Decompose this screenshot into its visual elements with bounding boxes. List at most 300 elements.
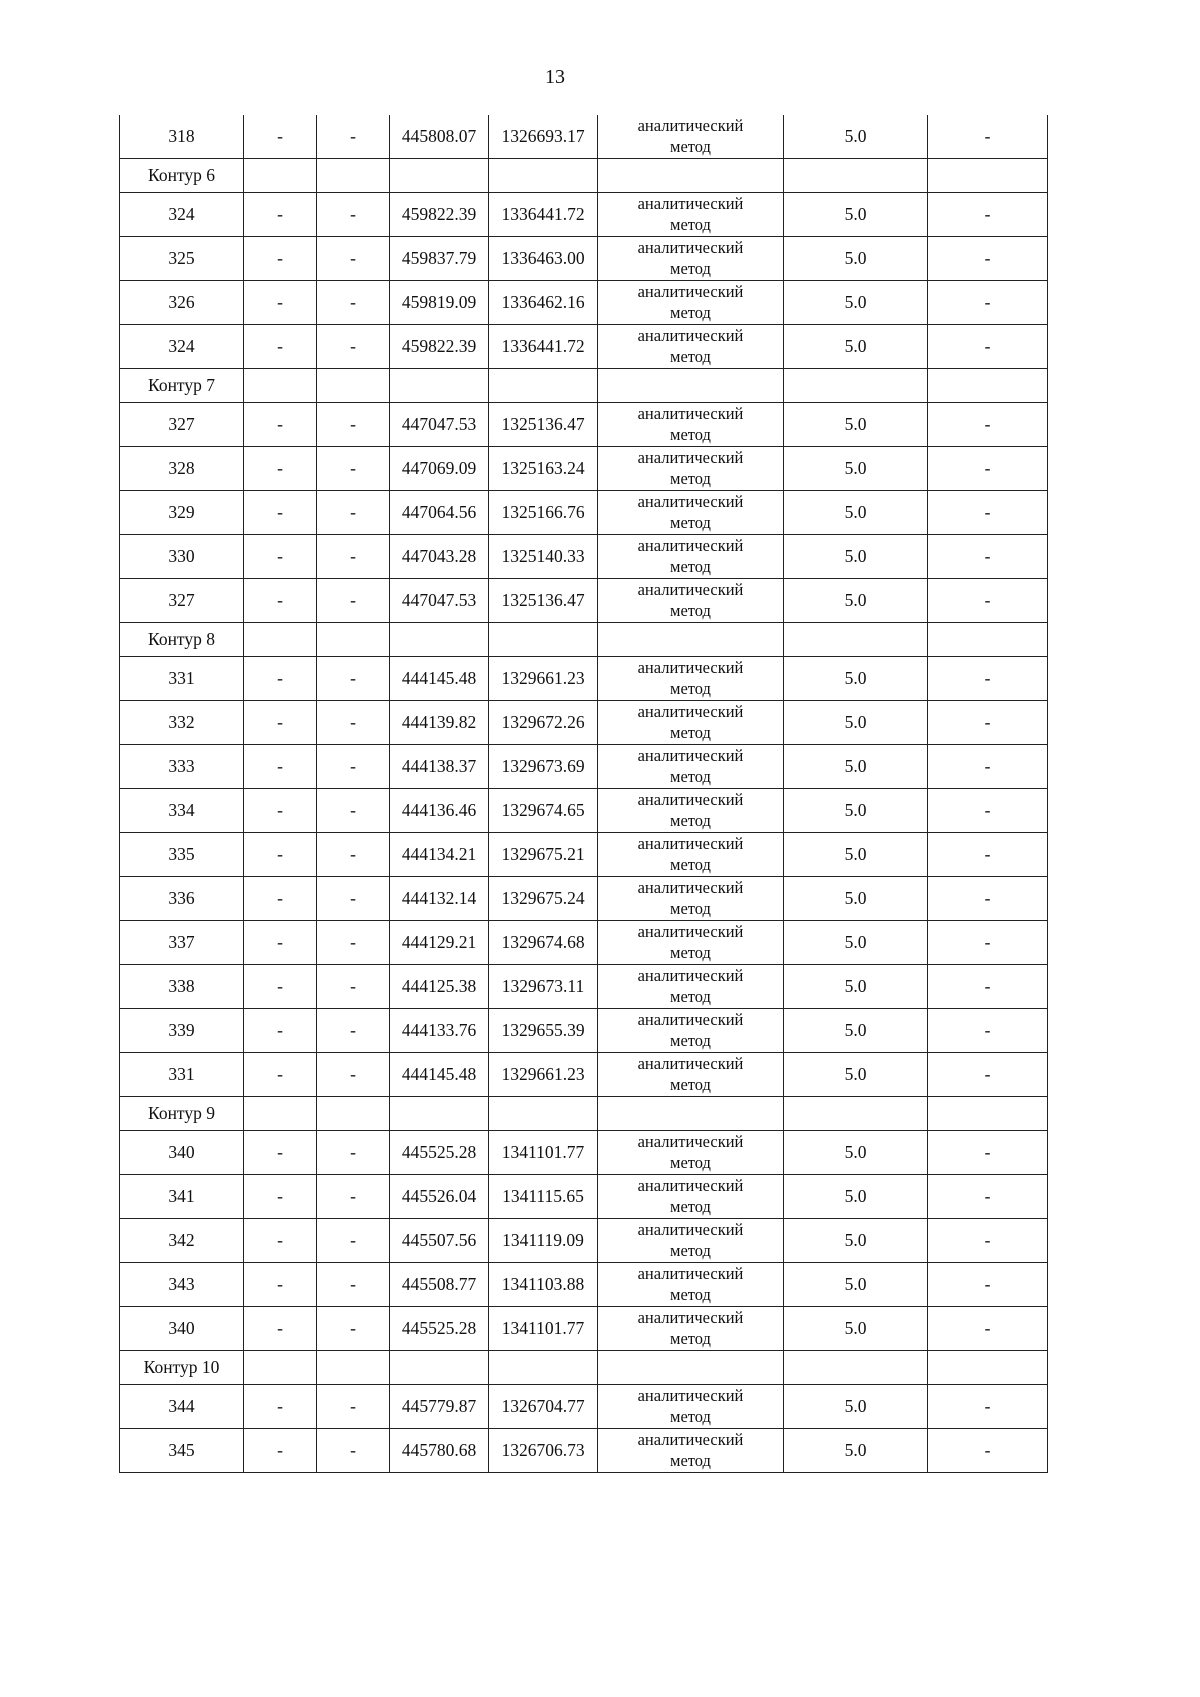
method-text — [638, 1264, 744, 1305]
y-coordinate-cell: 1329674.65 — [489, 789, 598, 833]
empty-cell — [928, 159, 1048, 193]
empty-cell — [784, 1097, 928, 1131]
dash-cell: - — [244, 281, 317, 325]
accuracy-cell: 5.0 — [784, 325, 928, 369]
contour-header-row — [120, 1351, 1048, 1385]
y-coordinate-cell: 1326704.77 — [489, 1385, 598, 1429]
method-text — [638, 536, 744, 577]
table-row — [120, 447, 1048, 491]
contour-header-row — [120, 369, 1048, 403]
method-line: аналитический — [637, 115, 744, 135]
method-line: метод — [670, 1284, 711, 1304]
dash-cell: - — [928, 1307, 1048, 1351]
x-coordinate-cell: 445808.07 — [390, 115, 489, 159]
method-line: метод — [670, 1328, 711, 1348]
point-number-cell: 330 — [120, 535, 244, 579]
dash-cell: - — [244, 789, 317, 833]
method-text — [638, 702, 744, 743]
method-line: метод — [670, 556, 711, 576]
empty-cell — [928, 1351, 1048, 1385]
table-row — [120, 1385, 1048, 1429]
method-cell — [598, 877, 784, 921]
dash-cell: - — [928, 579, 1048, 623]
table-row — [120, 965, 1048, 1009]
dash-cell: - — [244, 965, 317, 1009]
method-text — [638, 1054, 744, 1095]
method-cell — [598, 1263, 784, 1307]
method-text — [638, 404, 744, 445]
point-number-cell: 328 — [120, 447, 244, 491]
accuracy-cell: 5.0 — [784, 403, 928, 447]
method-cell — [598, 535, 784, 579]
y-coordinate-cell: 1329672.26 — [489, 701, 598, 745]
x-coordinate-cell: 459822.39 — [390, 325, 489, 369]
point-number-cell: 334 — [120, 789, 244, 833]
empty-cell — [390, 623, 489, 657]
empty-cell — [244, 1097, 317, 1131]
table-row — [120, 701, 1048, 745]
method-line: метод — [670, 942, 711, 962]
method-line: метод — [670, 258, 711, 278]
y-coordinate-cell: 1341119.09 — [489, 1219, 598, 1263]
dash-cell: - — [317, 403, 390, 447]
x-coordinate-cell: 445526.04 — [390, 1175, 489, 1219]
method-text — [638, 326, 744, 367]
x-coordinate-cell: 447064.56 — [390, 491, 489, 535]
y-coordinate-cell: 1325163.24 — [489, 447, 598, 491]
dash-cell: - — [244, 491, 317, 535]
table-row — [120, 1131, 1048, 1175]
contour-header-row — [120, 623, 1048, 657]
dash-cell: - — [317, 447, 390, 491]
dash-cell: - — [317, 1263, 390, 1307]
method-text — [638, 1386, 744, 1427]
accuracy-cell: 5.0 — [784, 1053, 928, 1097]
point-number-cell: 326 — [120, 281, 244, 325]
dash-cell: - — [317, 701, 390, 745]
dash-cell: - — [928, 701, 1048, 745]
table-row — [120, 403, 1048, 447]
dash-cell: - — [317, 535, 390, 579]
dash-cell: - — [317, 1307, 390, 1351]
empty-cell — [244, 1351, 317, 1385]
method-line: аналитический — [637, 1307, 744, 1327]
y-coordinate-cell: 1329674.68 — [489, 921, 598, 965]
dash-cell: - — [928, 1009, 1048, 1053]
contour-label: Контур 10 — [120, 1351, 244, 1385]
accuracy-cell: 5.0 — [784, 447, 928, 491]
dash-cell: - — [928, 1175, 1048, 1219]
y-coordinate-cell: 1329673.69 — [489, 745, 598, 789]
empty-cell — [317, 1097, 390, 1131]
method-cell — [598, 193, 784, 237]
empty-cell — [390, 159, 489, 193]
accuracy-cell: 5.0 — [784, 701, 928, 745]
method-line: аналитический — [637, 447, 744, 467]
dash-cell: - — [928, 1385, 1048, 1429]
method-line: аналитический — [637, 1009, 744, 1029]
point-number-cell: 339 — [120, 1009, 244, 1053]
method-text — [638, 238, 744, 279]
method-line: метод — [670, 214, 711, 234]
x-coordinate-cell: 444129.21 — [390, 921, 489, 965]
method-line: аналитический — [637, 1429, 744, 1449]
accuracy-cell: 5.0 — [784, 657, 928, 701]
y-coordinate-cell: 1326706.73 — [489, 1429, 598, 1473]
dash-cell: - — [928, 921, 1048, 965]
contour-header-row — [120, 1097, 1048, 1131]
accuracy-cell: 5.0 — [784, 1219, 928, 1263]
method-text — [638, 1220, 744, 1261]
dash-cell: - — [317, 281, 390, 325]
point-number-cell: 327 — [120, 403, 244, 447]
table-row — [120, 281, 1048, 325]
dash-cell: - — [244, 701, 317, 745]
method-line: метод — [670, 1240, 711, 1260]
accuracy-cell: 5.0 — [784, 1009, 928, 1053]
dash-cell: - — [244, 535, 317, 579]
table-row — [120, 877, 1048, 921]
method-cell — [598, 745, 784, 789]
method-cell — [598, 1429, 784, 1473]
dash-cell: - — [317, 877, 390, 921]
method-line: аналитический — [637, 1263, 744, 1283]
x-coordinate-cell: 444138.37 — [390, 745, 489, 789]
dash-cell: - — [928, 403, 1048, 447]
dash-cell: - — [928, 491, 1048, 535]
dash-cell: - — [317, 833, 390, 877]
empty-cell — [598, 159, 784, 193]
point-number-cell: 335 — [120, 833, 244, 877]
table-row — [120, 745, 1048, 789]
table-row — [120, 833, 1048, 877]
x-coordinate-cell: 459822.39 — [390, 193, 489, 237]
dash-cell: - — [244, 1307, 317, 1351]
accuracy-cell: 5.0 — [784, 965, 928, 1009]
dash-cell: - — [244, 1175, 317, 1219]
dash-cell: - — [317, 237, 390, 281]
y-coordinate-cell: 1341101.77 — [489, 1307, 598, 1351]
method-text — [638, 966, 744, 1007]
table-row — [120, 1009, 1048, 1053]
dash-cell: - — [244, 1263, 317, 1307]
dash-cell: - — [244, 745, 317, 789]
accuracy-cell: 5.0 — [784, 491, 928, 535]
table-row — [120, 1053, 1048, 1097]
accuracy-cell: 5.0 — [784, 1385, 928, 1429]
empty-cell — [244, 369, 317, 403]
point-number-cell: 331 — [120, 657, 244, 701]
method-cell — [598, 657, 784, 701]
dash-cell: - — [928, 657, 1048, 701]
method-line: аналитический — [637, 789, 744, 809]
dash-cell: - — [317, 965, 390, 1009]
dash-cell: - — [928, 115, 1048, 159]
dash-cell: - — [244, 237, 317, 281]
page-number: 13 — [545, 66, 565, 88]
dash-cell: - — [317, 115, 390, 159]
table-row — [120, 491, 1048, 535]
method-line: метод — [670, 898, 711, 918]
empty-cell — [784, 159, 928, 193]
dash-cell: - — [317, 579, 390, 623]
x-coordinate-cell: 459837.79 — [390, 237, 489, 281]
dash-cell: - — [317, 1175, 390, 1219]
x-coordinate-cell: 444139.82 — [390, 701, 489, 745]
x-coordinate-cell: 444145.48 — [390, 1053, 489, 1097]
table-row — [120, 789, 1048, 833]
accuracy-cell: 5.0 — [784, 1175, 928, 1219]
dash-cell: - — [317, 745, 390, 789]
accuracy-cell: 5.0 — [784, 193, 928, 237]
method-line: метод — [670, 766, 711, 786]
method-line: метод — [670, 810, 711, 830]
table-row — [120, 1263, 1048, 1307]
method-line: метод — [670, 678, 711, 698]
table-row — [120, 193, 1048, 237]
y-coordinate-cell: 1325136.47 — [489, 579, 598, 623]
table-row — [120, 579, 1048, 623]
x-coordinate-cell: 445525.28 — [390, 1131, 489, 1175]
dash-cell: - — [317, 1053, 390, 1097]
method-line: метод — [670, 512, 711, 532]
point-number-cell: 331 — [120, 1053, 244, 1097]
method-line: аналитический — [637, 745, 744, 765]
x-coordinate-cell: 447069.09 — [390, 447, 489, 491]
contour-label: Контур 6 — [120, 159, 244, 193]
method-cell — [598, 1175, 784, 1219]
accuracy-cell: 5.0 — [784, 789, 928, 833]
y-coordinate-cell: 1336441.72 — [489, 193, 598, 237]
empty-cell — [390, 1351, 489, 1385]
x-coordinate-cell: 445780.68 — [390, 1429, 489, 1473]
point-number-cell: 338 — [120, 965, 244, 1009]
table-body — [120, 115, 1048, 1473]
empty-cell — [244, 159, 317, 193]
method-line: аналитический — [637, 965, 744, 985]
x-coordinate-cell: 444134.21 — [390, 833, 489, 877]
method-text — [638, 658, 744, 699]
dash-cell: - — [244, 447, 317, 491]
point-number-cell: 345 — [120, 1429, 244, 1473]
method-text — [638, 746, 744, 787]
method-cell — [598, 1009, 784, 1053]
dash-cell: - — [928, 325, 1048, 369]
dash-cell: - — [244, 877, 317, 921]
empty-cell — [317, 369, 390, 403]
empty-cell — [390, 1097, 489, 1131]
method-line: аналитический — [637, 701, 744, 721]
x-coordinate-cell: 445779.87 — [390, 1385, 489, 1429]
y-coordinate-cell: 1341101.77 — [489, 1131, 598, 1175]
dash-cell: - — [928, 745, 1048, 789]
method-line: метод — [670, 1196, 711, 1216]
dash-cell: - — [244, 921, 317, 965]
empty-cell — [489, 159, 598, 193]
table-row — [120, 921, 1048, 965]
method-line: аналитический — [637, 1385, 744, 1405]
method-line: аналитический — [637, 877, 744, 897]
method-line: метод — [670, 424, 711, 444]
point-number-cell: 336 — [120, 877, 244, 921]
accuracy-cell: 5.0 — [784, 1429, 928, 1473]
method-line: аналитический — [637, 237, 744, 257]
method-cell — [598, 1385, 784, 1429]
dash-cell: - — [244, 1429, 317, 1473]
method-line: аналитический — [637, 1175, 744, 1195]
table-row — [120, 1429, 1048, 1473]
point-number-cell: 343 — [120, 1263, 244, 1307]
method-cell — [598, 833, 784, 877]
x-coordinate-cell: 447047.53 — [390, 579, 489, 623]
method-line: аналитический — [637, 833, 744, 853]
method-text — [638, 922, 744, 963]
method-line: метод — [670, 302, 711, 322]
dash-cell: - — [928, 833, 1048, 877]
point-number-cell: 324 — [120, 193, 244, 237]
method-line: аналитический — [637, 1219, 744, 1239]
method-line: метод — [670, 468, 711, 488]
dash-cell: - — [928, 789, 1048, 833]
x-coordinate-cell: 444145.48 — [390, 657, 489, 701]
table-row — [120, 1175, 1048, 1219]
point-number-cell: 344 — [120, 1385, 244, 1429]
method-line: метод — [670, 986, 711, 1006]
empty-cell — [317, 159, 390, 193]
x-coordinate-cell: 447043.28 — [390, 535, 489, 579]
dash-cell: - — [928, 535, 1048, 579]
method-text — [638, 492, 744, 533]
accuracy-cell: 5.0 — [784, 1263, 928, 1307]
method-text — [638, 1132, 744, 1173]
y-coordinate-cell: 1329655.39 — [489, 1009, 598, 1053]
accuracy-cell: 5.0 — [784, 237, 928, 281]
dash-cell: - — [317, 1219, 390, 1263]
method-cell — [598, 1219, 784, 1263]
method-line: метод — [670, 1030, 711, 1050]
dash-cell: - — [244, 193, 317, 237]
method-cell — [598, 447, 784, 491]
method-line: метод — [670, 1152, 711, 1172]
empty-cell — [928, 369, 1048, 403]
method-text — [638, 1010, 744, 1051]
y-coordinate-cell: 1329661.23 — [489, 1053, 598, 1097]
point-number-cell: 327 — [120, 579, 244, 623]
empty-cell — [598, 623, 784, 657]
x-coordinate-cell: 445525.28 — [390, 1307, 489, 1351]
table-row — [120, 657, 1048, 701]
empty-cell — [784, 1351, 928, 1385]
contour-label: Контур 7 — [120, 369, 244, 403]
method-line: аналитический — [637, 193, 744, 213]
method-cell — [598, 579, 784, 623]
point-number-cell: 341 — [120, 1175, 244, 1219]
point-number-cell: 329 — [120, 491, 244, 535]
empty-cell — [489, 369, 598, 403]
dash-cell: - — [317, 1429, 390, 1473]
empty-cell — [489, 1351, 598, 1385]
y-coordinate-cell: 1341103.88 — [489, 1263, 598, 1307]
x-coordinate-cell: 459819.09 — [390, 281, 489, 325]
method-line: аналитический — [637, 1053, 744, 1073]
method-line: аналитический — [637, 403, 744, 423]
dash-cell: - — [928, 877, 1048, 921]
method-cell — [598, 1053, 784, 1097]
y-coordinate-cell: 1329661.23 — [489, 657, 598, 701]
method-text — [638, 1430, 744, 1471]
accuracy-cell: 5.0 — [784, 535, 928, 579]
x-coordinate-cell: 444133.76 — [390, 1009, 489, 1053]
y-coordinate-cell: 1336462.16 — [489, 281, 598, 325]
method-text — [638, 878, 744, 919]
dash-cell: - — [928, 1131, 1048, 1175]
method-cell — [598, 237, 784, 281]
dash-cell: - — [244, 579, 317, 623]
method-line: аналитический — [637, 579, 744, 599]
dash-cell: - — [928, 1219, 1048, 1263]
x-coordinate-cell: 445507.56 — [390, 1219, 489, 1263]
table-row — [120, 535, 1048, 579]
method-cell — [598, 701, 784, 745]
empty-cell — [489, 623, 598, 657]
point-number-cell: 340 — [120, 1307, 244, 1351]
contour-label: Контур 9 — [120, 1097, 244, 1131]
method-line: метод — [670, 854, 711, 874]
method-cell — [598, 1131, 784, 1175]
method-text — [638, 194, 744, 235]
method-line: метод — [670, 722, 711, 742]
dash-cell: - — [244, 1053, 317, 1097]
method-line: аналитический — [637, 921, 744, 941]
y-coordinate-cell: 1325140.33 — [489, 535, 598, 579]
method-line: аналитический — [637, 657, 744, 677]
table-row — [120, 237, 1048, 281]
empty-cell — [390, 369, 489, 403]
method-cell — [598, 789, 784, 833]
method-line: метод — [670, 346, 711, 366]
method-text — [638, 282, 744, 323]
point-number-cell: 333 — [120, 745, 244, 789]
method-cell — [598, 921, 784, 965]
method-line: аналитический — [637, 491, 744, 511]
contour-label: Контур 8 — [120, 623, 244, 657]
table-row — [120, 1219, 1048, 1263]
dash-cell: - — [317, 1131, 390, 1175]
method-cell — [598, 115, 784, 159]
method-cell — [598, 491, 784, 535]
empty-cell — [784, 623, 928, 657]
x-coordinate-cell: 444125.38 — [390, 965, 489, 1009]
dash-cell: - — [928, 965, 1048, 1009]
method-text — [638, 116, 744, 157]
dash-cell: - — [244, 657, 317, 701]
dash-cell: - — [244, 1385, 317, 1429]
empty-cell — [928, 1097, 1048, 1131]
y-coordinate-cell: 1325136.47 — [489, 403, 598, 447]
empty-cell — [317, 623, 390, 657]
method-line: метод — [670, 1450, 711, 1470]
method-line: метод — [670, 1406, 711, 1426]
method-line: метод — [670, 1074, 711, 1094]
empty-cell — [598, 369, 784, 403]
empty-cell — [928, 623, 1048, 657]
method-text — [638, 580, 744, 621]
dash-cell: - — [244, 403, 317, 447]
accuracy-cell: 5.0 — [784, 115, 928, 159]
dash-cell: - — [928, 1053, 1048, 1097]
dash-cell: - — [317, 921, 390, 965]
point-number-cell: 337 — [120, 921, 244, 965]
